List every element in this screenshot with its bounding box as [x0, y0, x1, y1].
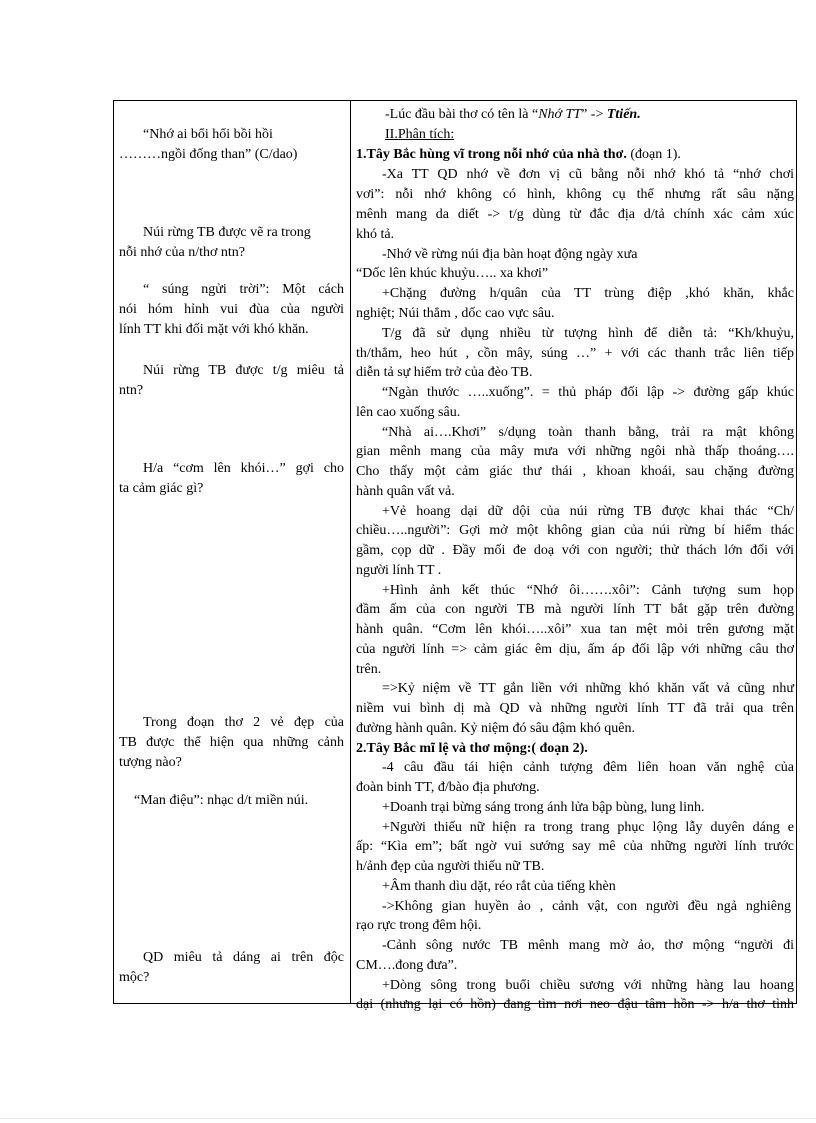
text-line: chiều…..người”: Gợi mở một không gian của núi rừng bí hiểm thác — [356, 523, 794, 538]
left-line: “Man điệu”: nhạc d/t miền núi. — [134, 793, 309, 808]
left-line: ta cảm giác gì? — [119, 481, 204, 496]
text-line: “Nhà ai….Khơi” s/dụng toàn thanh bằng, trải ra mật không — [382, 425, 794, 440]
intro-title: Nhớ TT — [538, 107, 582, 122]
section-heading: II.Phân tích: — [385, 127, 455, 142]
left-line: Trong đoạn thơ 2 vẻ đẹp của — [143, 715, 344, 730]
text-line: hành quân vất vả. — [356, 484, 455, 499]
text-line: +Vẻ hoang dại dữ dội của núi rừng TB được khai thác “Ch/ — [382, 504, 794, 519]
text-line: đầm ấm của con người TB mà người lính TT bắt gặp trên đường — [356, 602, 794, 617]
text-line: ấp: “Kìa em”; bất ngờ vui sướng say mê của những người lính trước — [356, 839, 794, 854]
intro-line — [385, 105, 641, 124]
left-line: nỗi nhớ của n/thơ ntn? — [119, 245, 246, 260]
text-line: h/ảnh đẹp của người thiếu nữ TB. — [356, 859, 545, 874]
text-line: th/thẳm, heo hút , cồn mây, súng …” + với các thanh trắc liên tiếp — [356, 346, 794, 361]
left-line: lính TT khi đối mặt với khó khăn. — [119, 322, 309, 337]
text-line: nghiệt; Núi thẳm , dốc cao vực sâu. — [356, 306, 555, 321]
heading-1-note: (đoạn 1). — [626, 147, 681, 162]
text-line: +Âm thanh dìu dặt, réo rắt của tiếng khèn — [382, 879, 616, 894]
text-line: CM….đong đưa”. — [356, 958, 458, 973]
text-line: diễn tả sự hiểm trở của đèo TB. — [356, 365, 533, 380]
text-line: +Người thiếu nữ hiện ra trong trang phục lộng lẫy duyên dáng e — [382, 820, 794, 835]
left-line: nói hóm hỉnh vui đùa của người — [119, 302, 344, 317]
heading-1-line — [356, 145, 681, 164]
text-line: người lính TT . — [356, 563, 442, 578]
text-line: -Xa TT QD nhớ về đơn vị cũ bằng nỗi nhớ khó tả “nhớ chơi — [382, 167, 794, 182]
text-line: +Dòng sông trong buổi chiều sương với những hàng lau hoang — [382, 978, 794, 993]
left-line: “ súng ngửi trời”: Một cách — [143, 282, 344, 297]
intro-mid: ” -> — [581, 107, 607, 122]
text-line: -4 câu đầu tái hiện cảnh tượng đêm liên hoan văn nghệ của — [382, 760, 794, 775]
text-line: -Cảnh sông nước TB mênh mang mờ ảo, thơ mộng “người đi — [382, 938, 794, 953]
text-line: T/g đã sử dụng nhiều từ tượng hình để diễn tả: “Kh/khuỷu, — [382, 326, 794, 341]
text-line: dại (nhưng lại có hồn) đang tìm nơi neo đậu tâm hồn -> h/a thơ tình — [356, 997, 794, 1012]
text-line: hành quân. “Cơm lên khói…..xôi” xua tan mệt mỏi trên gương mặt — [356, 622, 794, 637]
text-line: đường hành quân. Kỷ niệm đó sâu đậm khó quên. — [356, 721, 636, 736]
left-line: Núi rừng TB được vẽ ra trong — [143, 225, 311, 240]
heading-1: 1.Tây Bắc hùng vĩ trong nỗi nhớ của nhà thơ. — [356, 147, 627, 162]
text-line: -Nhớ về rừng núi địa bàn hoạt động ngày xưa — [382, 247, 638, 262]
text-line: gian mênh mang của mây mưa với những ngôi nhà thấp thoáng…. — [356, 444, 794, 459]
text-line: “Dốc lên khúc khuỷu….. xa khơi” — [356, 266, 549, 281]
text-line: ->Không gian huyền ảo , cảnh vật, con người đều ngả nghiêng — [382, 899, 791, 914]
text-line: khó tả. — [356, 227, 395, 242]
left-line: mộc? — [119, 970, 150, 985]
lesson-table — [113, 100, 797, 1012]
text-line: +Hình ảnh kết thúc “Nhớ ôi…….xôi”: Cảnh tượng sum họp — [382, 583, 794, 598]
left-line: ntn? — [119, 383, 144, 398]
text-line: trên. — [356, 662, 382, 677]
left-line: TB được thể hiện qua những cảnh — [119, 735, 344, 750]
text-line: niềm vui bình dị mà QD và những người lính TT đã trải qua trên — [356, 701, 794, 716]
text-line: +Doanh trại bừng sáng trong ánh lửa bập bùng, lung linh. — [382, 800, 705, 815]
text-line: của người lính => cảm giác êm dịu, ấm áp đối lập với những câu thơ — [356, 642, 794, 657]
text-line: mênh mang da diết -> t/g dùng từ đắc địa d/tả chính xác cảm xúc — [356, 207, 794, 222]
left-line: Núi rừng TB được t/g miêu tả — [143, 363, 344, 378]
left-line: “Nhớ ai bổi hổi bồi hồi — [143, 127, 273, 142]
intro-new-title: Ttiến. — [606, 107, 641, 122]
intro-prefix: -Lúc đầu bài thơ có tên là “ — [385, 107, 539, 122]
text-line: vơi”: nỗi nhớ không có hình, không cụ thể nhưng rất sâu nặng — [356, 187, 794, 202]
text-line: gầm, cọp dữ . Đầy mối đe doạ với con người; thử thách lớn đối với — [356, 543, 794, 558]
column-divider — [350, 101, 351, 1003]
left-line: H/a “cơm lên khói…” gợi cho — [143, 461, 344, 476]
heading-2: 2.Tây Bắc mĩ lệ và thơ mộng:( đoạn 2). — [356, 741, 588, 756]
left-line: tượng nào? — [119, 755, 182, 770]
left-line: QD miêu tả dáng ai trên độc — [143, 950, 344, 965]
left-line: ………ngồi đống than” (C/dao) — [119, 147, 298, 162]
page-bottom-rule — [0, 1118, 816, 1119]
text-line: lên cao xuống sâu. — [356, 405, 461, 420]
text-line: Cho thấy một cảm giác thư thái , khoan khoái, sau chặng đường — [356, 464, 794, 479]
text-line: =>Kỷ niệm về TT gắn liền với những khó khăn vất vả cũng như — [382, 681, 794, 696]
text-line: rạo rực trong đêm hội. — [356, 918, 482, 933]
text-line: +Chặng đường h/quân của TT trùng điệp ,khó khăn, khắc — [382, 286, 794, 301]
text-line: đoàn binh TT, đ/bào địa phương. — [356, 780, 540, 795]
text-line: “Ngàn thước …..xuống”. = thủ pháp đối lập -> đường gấp khúc — [382, 385, 794, 400]
